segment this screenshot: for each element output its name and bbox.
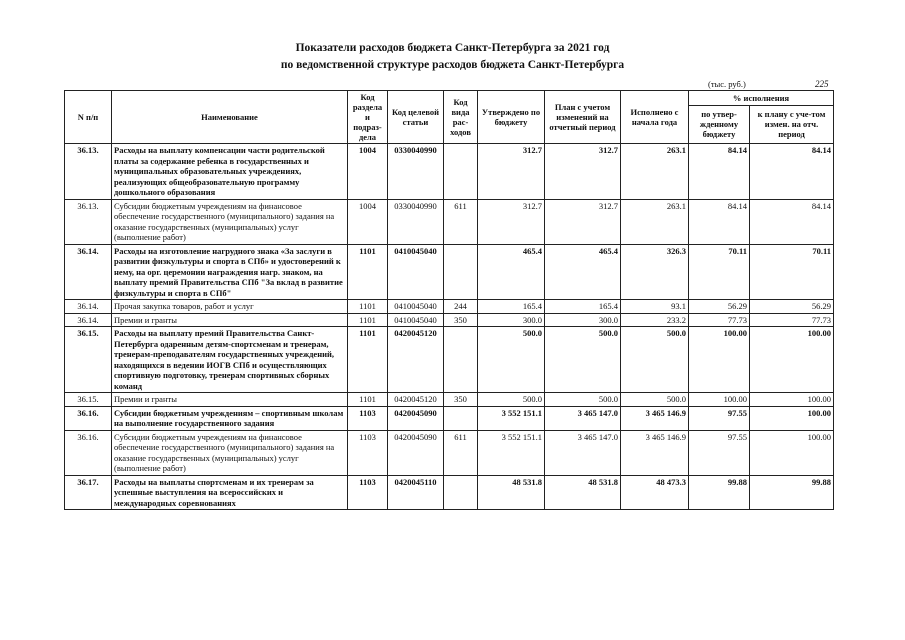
row-approved: 312.7 bbox=[478, 144, 545, 200]
row-type bbox=[444, 475, 478, 510]
row-executed: 93.1 bbox=[621, 300, 689, 314]
row-name: Субсидии бюджетным учреждениям на финансовое обеспечение государственного (муниципального) задания на оказание государственных (муниципальных) услуг (выполнение работ) bbox=[112, 430, 348, 475]
row-type: 350 bbox=[444, 313, 478, 327]
header-plan: План с учетом изменений на отчетный период bbox=[545, 91, 621, 144]
row-pct-approved: 100.00 bbox=[689, 327, 750, 393]
row-name: Премии и гранты bbox=[112, 393, 348, 407]
row-plan: 3 465 147.0 bbox=[545, 406, 621, 430]
row-num: 36.16. bbox=[65, 406, 112, 430]
row-executed: 500.0 bbox=[621, 393, 689, 407]
row-approved: 312.7 bbox=[478, 199, 545, 244]
header-executed: Исполнено с начала года bbox=[621, 91, 689, 144]
row-pct-plan: 99.88 bbox=[750, 475, 834, 510]
row-section: 1101 bbox=[348, 244, 388, 300]
row-section: 1103 bbox=[348, 475, 388, 510]
row-approved: 165.4 bbox=[478, 300, 545, 314]
row-plan: 312.7 bbox=[545, 199, 621, 244]
row-section: 1103 bbox=[348, 430, 388, 475]
table-row bbox=[65, 244, 834, 300]
row-pct-plan: 100.00 bbox=[750, 327, 834, 393]
row-name: Расходы на выплату компенсации части родительской платы за содержание ребенка в государственных и муниципальных образовательных учреждениях, реализующих общеобразовательную программу дошкольного образования bbox=[112, 144, 348, 200]
row-section: 1004 bbox=[348, 144, 388, 200]
row-pct-approved: 97.55 bbox=[689, 430, 750, 475]
row-num: 36.16. bbox=[65, 430, 112, 475]
row-pct-plan: 100.00 bbox=[750, 430, 834, 475]
row-target: 0420045090 bbox=[388, 430, 444, 475]
row-type: 611 bbox=[444, 430, 478, 475]
row-approved: 3 552 151.1 bbox=[478, 430, 545, 475]
table-row bbox=[65, 199, 834, 244]
report-title-line2: по ведомственной структуре расходов бюджета Санкт-Петербурга bbox=[280, 59, 625, 71]
row-target: 0330040990 bbox=[388, 144, 444, 200]
row-name: Субсидии бюджетным учреждениям на финансовое обеспечение государственного (муниципального) задания на оказание государственных (муниципальных) услуг (выполнение работ) bbox=[112, 199, 348, 244]
row-pct-plan: 100.00 bbox=[750, 393, 834, 407]
row-target: 0420045120 bbox=[388, 393, 444, 407]
row-pct-approved: 84.14 bbox=[689, 199, 750, 244]
row-pct-plan: 84.14 bbox=[750, 144, 834, 200]
row-pct-plan: 77.73 bbox=[750, 313, 834, 327]
report-title-line1: Показатели расходов бюджета Санкт-Петербурга за 2021 год bbox=[295, 42, 610, 54]
row-target: 0410045040 bbox=[388, 313, 444, 327]
row-executed: 233.2 bbox=[621, 313, 689, 327]
row-executed: 500.0 bbox=[621, 327, 689, 393]
header-section: Код раздела и подраз-дела bbox=[348, 91, 388, 144]
row-pct-approved: 97.55 bbox=[689, 406, 750, 430]
row-type bbox=[444, 144, 478, 200]
row-executed: 263.1 bbox=[621, 199, 689, 244]
row-executed: 48 473.3 bbox=[621, 475, 689, 510]
row-num: 36.13. bbox=[65, 199, 112, 244]
row-section: 1004 bbox=[348, 199, 388, 244]
row-plan: 48 531.8 bbox=[545, 475, 621, 510]
row-type bbox=[444, 406, 478, 430]
row-pct-approved: 84.14 bbox=[689, 144, 750, 200]
row-name: Прочая закупка товаров, работ и услуг bbox=[112, 300, 348, 314]
table-row bbox=[65, 300, 834, 314]
row-section: 1101 bbox=[348, 327, 388, 393]
row-pct-approved: 99.88 bbox=[689, 475, 750, 510]
row-type: 244 bbox=[444, 300, 478, 314]
row-name: Расходы на выплату премий Правительства Санкт-Петербурга одаренным детям-спортсменам и тренерам, тренерам-преподавателям государственных учреждений, находящихся в ведении ИОГВ СПб и осуществляющих спортивную подготовку, тренерам спортивных сборных команд bbox=[112, 327, 348, 393]
row-type bbox=[444, 244, 478, 300]
row-type: 611 bbox=[444, 199, 478, 244]
row-plan: 500.0 bbox=[545, 393, 621, 407]
row-approved: 500.0 bbox=[478, 327, 545, 393]
row-num: 36.15. bbox=[65, 327, 112, 393]
row-pct-plan: 84.14 bbox=[750, 199, 834, 244]
row-pct-plan: 100.00 bbox=[750, 406, 834, 430]
row-plan: 165.4 bbox=[545, 300, 621, 314]
row-pct-approved: 70.11 bbox=[689, 244, 750, 300]
budget-table bbox=[64, 90, 834, 510]
row-executed: 263.1 bbox=[621, 144, 689, 200]
row-executed: 326.3 bbox=[621, 244, 689, 300]
row-target: 0410045040 bbox=[388, 244, 444, 300]
table-row bbox=[65, 144, 834, 200]
header-name: Наименование bbox=[112, 91, 348, 144]
row-pct-plan: 70.11 bbox=[750, 244, 834, 300]
row-name: Субсидии бюджетным учреждениям – спортивным школам на выполнение государственного задания bbox=[112, 406, 348, 430]
row-plan: 500.0 bbox=[545, 327, 621, 393]
row-approved: 3 552 151.1 bbox=[478, 406, 545, 430]
row-target: 0420045110 bbox=[388, 475, 444, 510]
row-target: 0420045090 bbox=[388, 406, 444, 430]
row-pct-approved: 100.00 bbox=[689, 393, 750, 407]
row-approved: 465.4 bbox=[478, 244, 545, 300]
row-plan: 3 465 147.0 bbox=[545, 430, 621, 475]
header-percent: % исполнения bbox=[689, 91, 834, 106]
row-target: 0330040990 bbox=[388, 199, 444, 244]
table-row bbox=[65, 475, 834, 510]
header-pct-plan: к плану с уче-том измен. на отч. период bbox=[750, 105, 834, 143]
header-approved: Утверждено по бюджету bbox=[478, 91, 545, 144]
row-plan: 465.4 bbox=[545, 244, 621, 300]
row-plan: 300.0 bbox=[545, 313, 621, 327]
table-row bbox=[65, 406, 834, 430]
row-type bbox=[444, 327, 478, 393]
row-approved: 300.0 bbox=[478, 313, 545, 327]
row-num: 36.14. bbox=[65, 244, 112, 300]
row-approved: 48 531.8 bbox=[478, 475, 545, 510]
row-num: 36.17. bbox=[65, 475, 112, 510]
header-pct-approved: по утвер-жденному бюджету bbox=[689, 105, 750, 143]
header-type: Код вида рас-ходов bbox=[444, 91, 478, 144]
table-row bbox=[65, 430, 834, 475]
row-target: 0420045120 bbox=[388, 327, 444, 393]
row-pct-approved: 56.29 bbox=[689, 300, 750, 314]
row-executed: 3 465 146.9 bbox=[621, 430, 689, 475]
row-name: Премии и гранты bbox=[112, 313, 348, 327]
row-pct-plan: 56.29 bbox=[750, 300, 834, 314]
table-row bbox=[65, 327, 834, 393]
row-approved: 500.0 bbox=[478, 393, 545, 407]
page-number: 225 bbox=[815, 79, 829, 89]
row-num: 36.14. bbox=[65, 300, 112, 314]
row-name: Расходы на выплаты спортсменам и их тренерам за успешные выступления на всероссийских и международных соревнованиях bbox=[112, 475, 348, 510]
header-num: N п/п bbox=[65, 91, 112, 144]
row-executed: 3 465 146.9 bbox=[621, 406, 689, 430]
row-name: Расходы на изготовление нагрудного знака «За заслуги в развитии физкультуры и спорта в СПб» и удостоверений к нему, на орг. церемонии награждения нагр. знаком, на выплату премий Правительства СПб "За вклад в развитие физкультуры и спорта в СПб" bbox=[112, 244, 348, 300]
units-label: (тыс. руб.) bbox=[708, 79, 746, 89]
row-section: 1101 bbox=[348, 393, 388, 407]
row-section: 1101 bbox=[348, 313, 388, 327]
header-target: Код целевой статьи bbox=[388, 91, 444, 144]
row-plan: 312.7 bbox=[545, 144, 621, 200]
row-section: 1101 bbox=[348, 300, 388, 314]
table-row bbox=[65, 393, 834, 407]
row-type: 350 bbox=[444, 393, 478, 407]
table-row bbox=[65, 313, 834, 327]
row-num: 36.14. bbox=[65, 313, 112, 327]
row-num: 36.13. bbox=[65, 144, 112, 200]
row-section: 1103 bbox=[348, 406, 388, 430]
row-num: 36.15. bbox=[65, 393, 112, 407]
row-pct-approved: 77.73 bbox=[689, 313, 750, 327]
row-target: 0410045040 bbox=[388, 300, 444, 314]
